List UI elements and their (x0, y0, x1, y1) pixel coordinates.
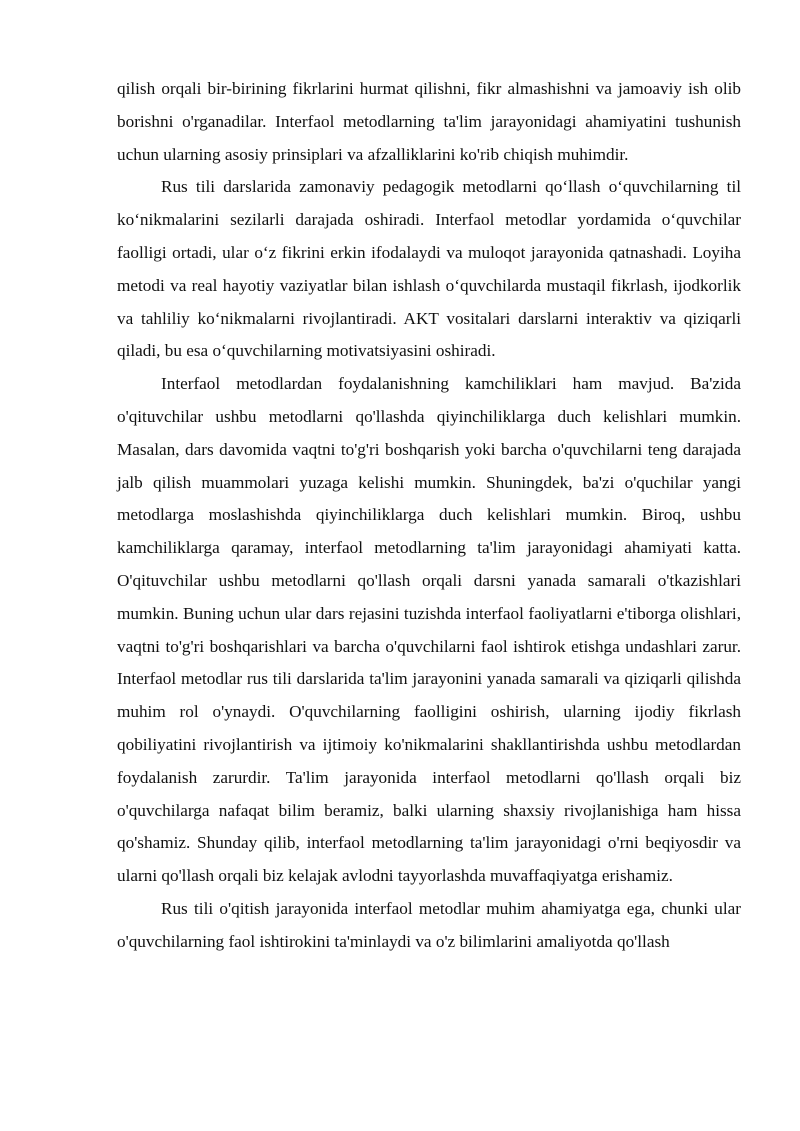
document-page (117, 73, 741, 959)
paragraph-conclusion-start: Rus tili o'qitish jarayonida interfaol metodlar muhim ahamiyatga ega, chunki ular o'quvchilarning faol ishtirokini ta'minlaydi va o'z bilimlarini amaliyotda qo'llash (117, 898, 741, 951)
paragraph-drawbacks: Interfaol metodlardan foydalanishning kamchiliklari ham mavjud. Ba'zida o'qituvchilar ushbu metodlarni qo'llashda qiyinchiliklarga duch kelishlari mumkin. Masalan, dars davomida vaqtni to'g'ri boshqarish yoki barcha o'quvchilarni teng darajada jalb qilish muammolari yuzaga kelishi mumkin. Shuningdek, ba'zi o'quchilar yangi metodlarga moslashishda qiyinchiliklarga duch kelishlari mumkin. Biroq, ushbu kamchiliklarga qaramay, interfaol metodlarning ta'lim jarayonidagi ahamiyati katta. O'qituvchilar ushbu metodlarni qo'llash orqali darsni yanada samarali o'tkazishlari mumkin. Buning uchun ular dars rejasini tuzishda interfaol faoliyatlarni e'tiborga olishlari, vaqtni to'g'ri boshqarishlari va barcha o'quvchilarni faol ishtirok etishga undashlari zarur. Interfaol metodlar rus tili darslarida ta'lim jarayonini yanada samarali va qiziqarli qilishda muhim rol o'ynaydi. O'quvchilarning faolligini oshirish, ularning ijodiy fikrlash qobiliyatini rivojlantirish va ijtimoiy ko'nikmalarini shakllantirishda ushbu metodlardan foydalanish zarurdir. Ta'lim jarayonida interfaol metodlarni qo'llash orqali biz o'quvchilarga nafaqat bilim beramiz, balki ularning shaxsiy rivojlanishiga ham hissa qo'shamiz. Shunday qilib, interfaol metodlarning ta'lim jarayonidagi o'rni beqiyosdir va ularni qo'llash orqali biz kelajak avlodni tayyorlashda muvaffaqiyatga erishamiz. (117, 374, 741, 886)
paragraph-modern-methods: Rus tili darslarida zamonaviy pedagogik metodlarni qo‘llash o‘quvchilarning til ko‘nikmalarini sezilarli darajada oshiradi. Interfaol metodlar yordamida o‘quvchilar faolligi ortadi, ular o‘z fikrini erkin ifodalaydi va muloqot jarayonida qatnashadi. Loyiha metodi va real hayotiy vaziyatlar bilan ishlash o‘quvchilarda mustaqil fikrlash, ijodkorlik va tahliliy ko‘nikmalarni rivojlantiradi. AKT vositalari darslarni interaktiv va qiziqarli qiladi, bu esa o‘quvchilarning motivatsiyasini oshiradi. (117, 177, 741, 361)
paragraph-continuation: qilish orqali bir-birining fikrlarini hurmat qilishni, fikr almashishni va jamoaviy ish olib borishni o'rganadilar. Interfaol metodlarning ta'lim jarayonidagi ahamiyatini tushunish uchun ularning asosiy prinsiplari va afzalliklarini ko'rib chiqish muhimdir. (117, 79, 741, 164)
